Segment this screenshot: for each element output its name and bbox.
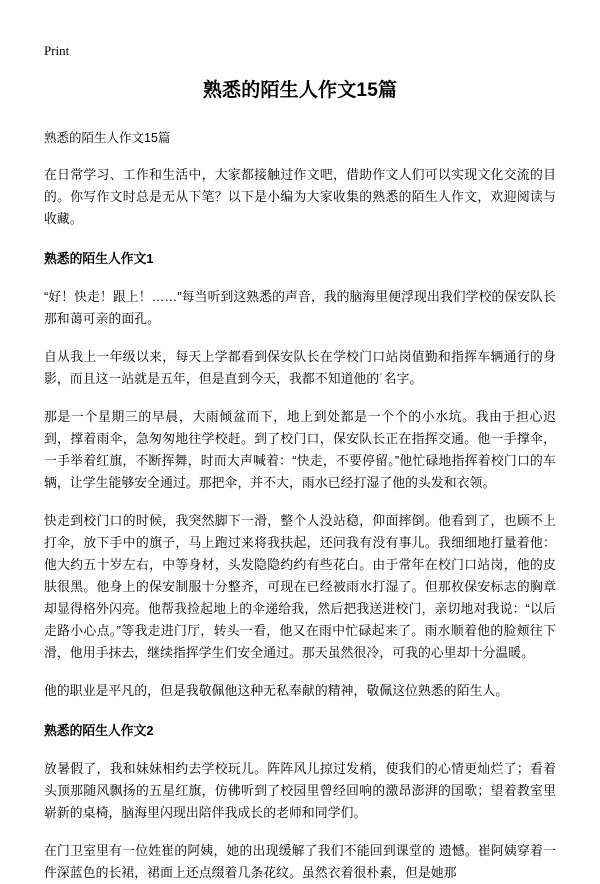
print-link[interactable]: Print (44, 43, 70, 58)
essay1-paragraph-1: “好！快走！跟上！……”每当听到这熟悉的声音，我的脑海里便浮现出我们学校的保安队长那和蔼可亲的面孔。 (44, 289, 556, 326)
section-heading-2: 熟悉的陌生人作文2 (44, 723, 154, 738)
essay2-paragraph-2: 在门卫室里有一位姓崔的阿姨，她的出现缓解了我们不能回到课堂的 遗憾。崔阿姨穿着一件深蓝色的长裙，裙面上还点缀着几条花纹。虽然衣着很朴素，但是她那 (44, 843, 556, 880)
essay1-paragraph-2: 自从我上一年级以来，每天上学都看到保安队长在学校门口站岗值勤和指挥车辆通行的身影，而且这一站就是五年，但是直到今天，我都不知道他的˙名字。 (44, 349, 556, 386)
essay2-paragraph-1: 放暑假了，我和妹妹相约去学校玩儿。阵阵风儿掠过发梢，使我们的心情更灿烂了；看着头顶那随风飘扬的五星红旗，仿佛听到了校园里曾经回响的激昂澎湃的国歌；望着教室里崭新的桌椅，脑海里闪现出陪伴我成长的老师和同学们。 (44, 761, 556, 820)
document-body (44, 164, 556, 884)
essay1-paragraph-3: 那是一个星期三的早晨，大雨倾盆而下，地上到处都是一个个的小水坑。我由于担心迟到，撑着雨伞，急匆匆地往学校赶。到了校门口，保安队长正在指挥交通。他一手撑伞，一手举着红旗，不断挥舞，时而大声喊着：“快走，不要停留。”他忙碌地指挥着校门口的车辆，让学生能够安全通过。那把伞，并不大，雨水已经打湿了他的头发和衣领。 (44, 409, 556, 490)
section-heading-1: 熟悉的陌生人作文1 (44, 251, 154, 266)
page-title: 熟悉的陌生人作文15篇 (202, 80, 398, 101)
document-subtitle: 熟悉的陌生人作文15篇 (44, 131, 171, 145)
intro-paragraph: 在日常学习、工作和生活中，大家都接触过作文吧，借助作文人们可以实现文化交流的目的。你写作文时总是无从下笔？以下是小编为大家收集的熟悉的陌生人作文，欢迎阅读与收藏。 (44, 167, 556, 226)
essay1-paragraph-5: 他的职业是平凡的，但是我敬佩他这种无私奉献的精神，敬佩这位熟悉的陌生人。 (44, 683, 509, 698)
essay1-paragraph-4: 快走到校门口的时候，我突然脚下一滑，整个人没站稳，仰面摔倒。他看到了，也顾不上打伞，放下手中的旗子，马上跑过来将我扶起，还问我有没有事儿。我细细地打量着他：他大约五十岁左右，中等身材，头发隐隐约约有些花白。由于常年在校门口站岗，他的皮肤很黑。他身上的保安制服十分整齐，可现在已经被雨水打湿了。但那枚保安标志的胸章却显得格外闪亮。他帮我捡起地上的伞递给我，然后把我送进校门，亲切地对我说：“以后走路小心点。”等我走进门厅，转头一看，他又在雨中忙碌起来了。雨水顺着他的脸颊往下滑，他用手抹去，继续指挥学生们安全通过。那天虽然很冷，可我的心里却十分温暖。 (44, 513, 556, 660)
print-toolbar (44, 0, 556, 62)
